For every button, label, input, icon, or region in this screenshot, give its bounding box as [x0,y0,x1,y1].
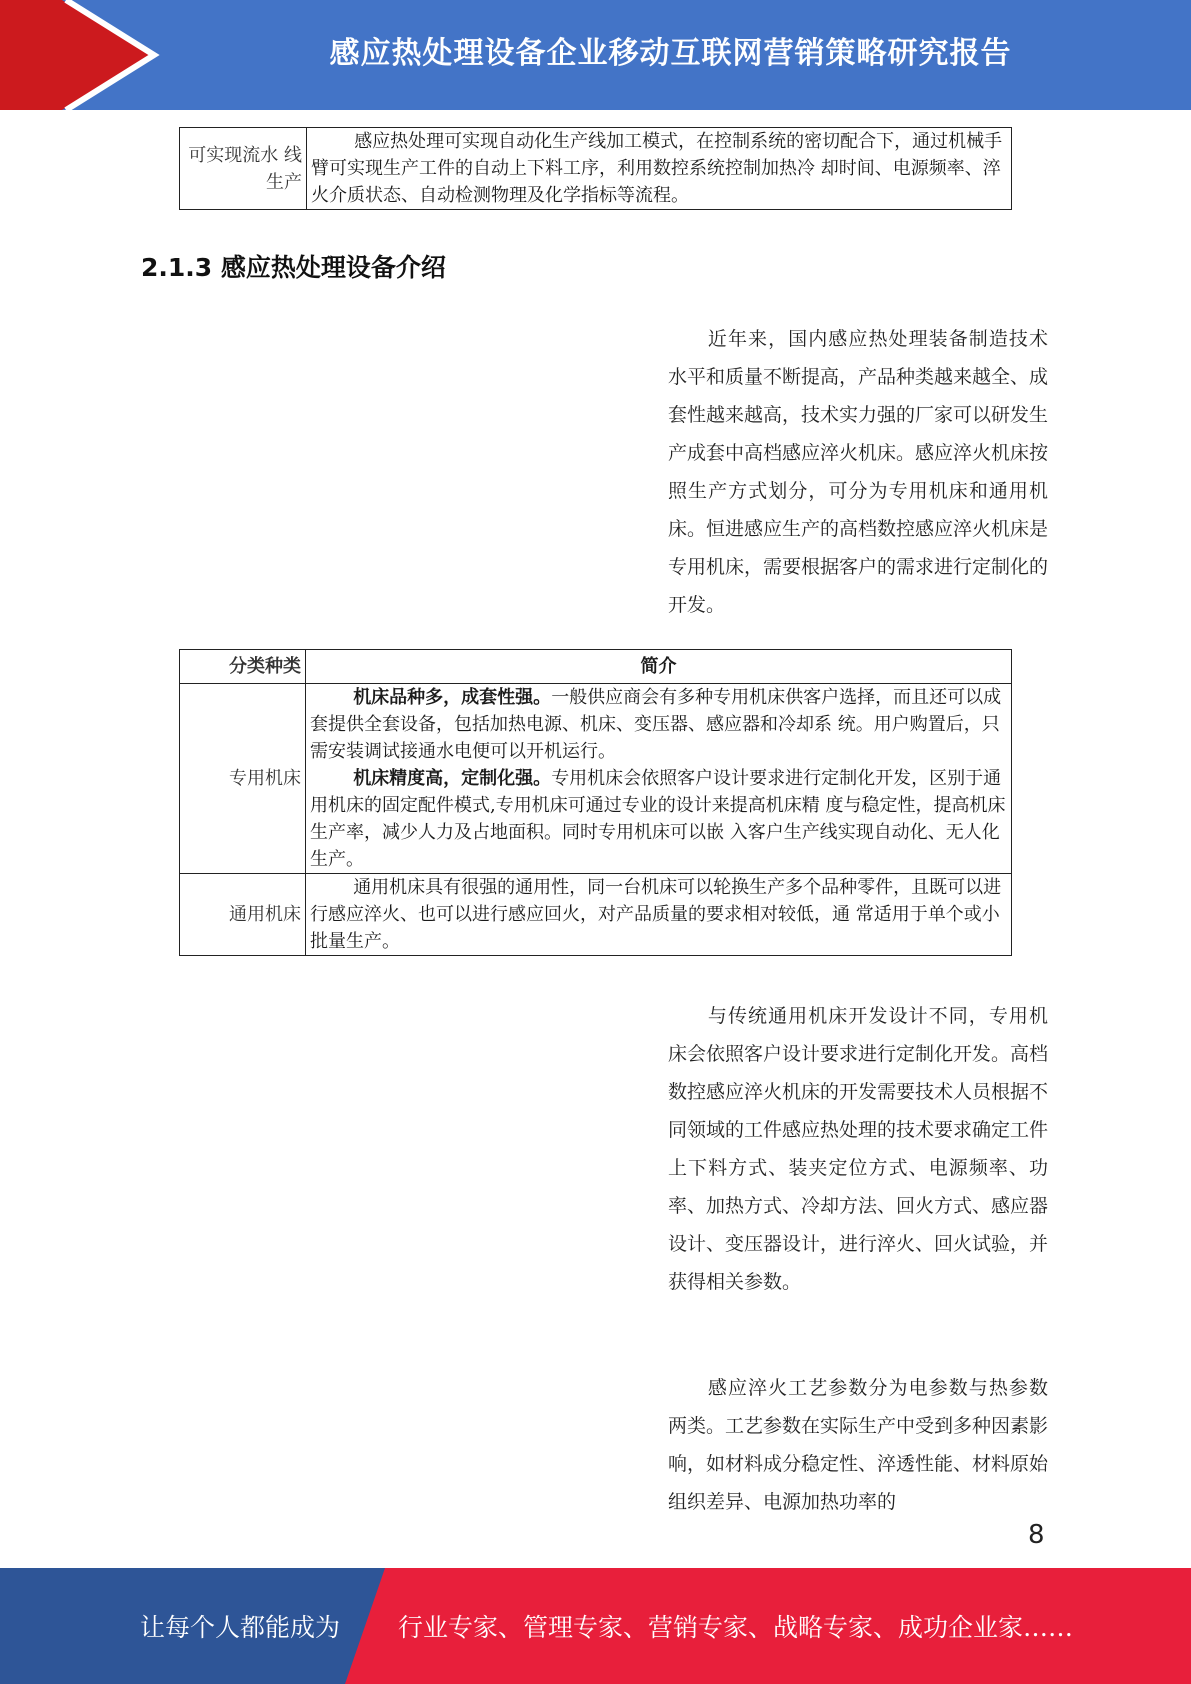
table-header-row [180,650,1012,684]
table2-row1-lead1: 机床品种多，成套性强。 [353,687,552,708]
body-paragraph-2: 与传统通用机床开发设计不同，专用机床会依照客户设计要求进行定制化开发。高档数控感应淬火机床的开发需要技术人员根据不同领域的工件感应热处理的技术要求确定工件上下料方式、装夹定位方式、电源频率、功率、加热方式、冷却方法、回火方式、感应器设计、变压器设计，进行淬火、回火试验，并获得相关参数。 [668,1005,1049,1293]
table1-text-cell [307,128,1012,210]
table-production-line [179,127,1012,210]
table-machine-types [179,649,1012,956]
body-paragraph-3: 感应淬火工艺参数分为电参数与热参数两类。工艺参数在实际生产中受到多种因素影响，如材料成分稳定性、淬透性能、材料原始组织差异、电源加热功率的 [668,1377,1049,1513]
table2-row1-text2: 专用机床会依照客户设计要求进行定制化开发，区别于通用机床的固定配件模式,专用机床可通过专业的设计来提高机床精 度与稳定性，提高机床生产率，减少人力及占地面积。同时专用机床可以嵌 入客户生产线实现自动化、无人化生产。 [310,768,1006,870]
report-title: 感应热处理设备企业移动互联网营销策略研究报告 [329,36,1012,71]
table2-header-description: 简介 [306,650,1012,684]
table2-row1-para2 [310,765,1007,873]
table2-row2-description [306,874,1012,956]
table-row [180,684,1012,874]
table-row [180,128,1012,210]
table-row [180,874,1012,956]
table2-header-category: 分类种类 [180,650,306,684]
section-heading: 2.1.3 感应热处理设备介绍 [141,253,446,282]
table1-text: 感应热处理可实现自动化生产线加工模式，在控制系统的密切配合下，通过机械手臂可实现生产工件的自动上下料工序，利用数控系统控制加热冷 却时间、电源频率、淬火介质状态、自动检测物理及化学指标等流程。 [311,131,1003,206]
table2-row1-lead2: 机床精度高，定制化强。 [353,768,552,789]
table2-row2-label: 通用机床 [180,874,306,956]
header-arrow-decoration [0,0,160,112]
page-number: 8 [1028,1520,1045,1550]
table2-row2-text: 通用机床具有很强的通用性，同一台机床可以轮换生产多个品种零件，且既可以进行感应淬火、也可以进行感应回火，对产品质量的要求相对较低，通 常适用于单个或小批量生产。 [310,877,1002,952]
footer-slogan-left: 让每个人都能成为 [140,1613,341,1642]
body-paragraph-1: 近年来，国内感应热处理装备制造技术水平和质量不断提高，产品种类越来越全、成套性越来越高，技术实力强的厂家可以研发生产成套中高档感应淬火机床。感应淬火机床按照生产方式划分，可分为专用机床和通用机床。恒进感应生产的高档数控感应淬火机床是专用机床，需要根据客户的需求进行定制化的开发。 [668,328,1049,616]
table2-row1-text1: 一般供应商会有多种专用机床供客户选择，而且还可以成套提供全套设备，包括加热电源、机床、变压器、感应器和冷却系 统。用户购置后，只需安装调试接通水电便可以开机运行。 [310,687,1002,762]
table1-label: 可实现流水 线生产 [180,128,307,210]
table2-row1-description [306,684,1012,874]
table2-row1-para1 [310,684,1007,765]
footer-slogan-right: 行业专家、管理专家、营销专家、战略专家、成功企业家…… [398,1613,1074,1642]
table2-row1-label: 专用机床 [180,684,306,874]
